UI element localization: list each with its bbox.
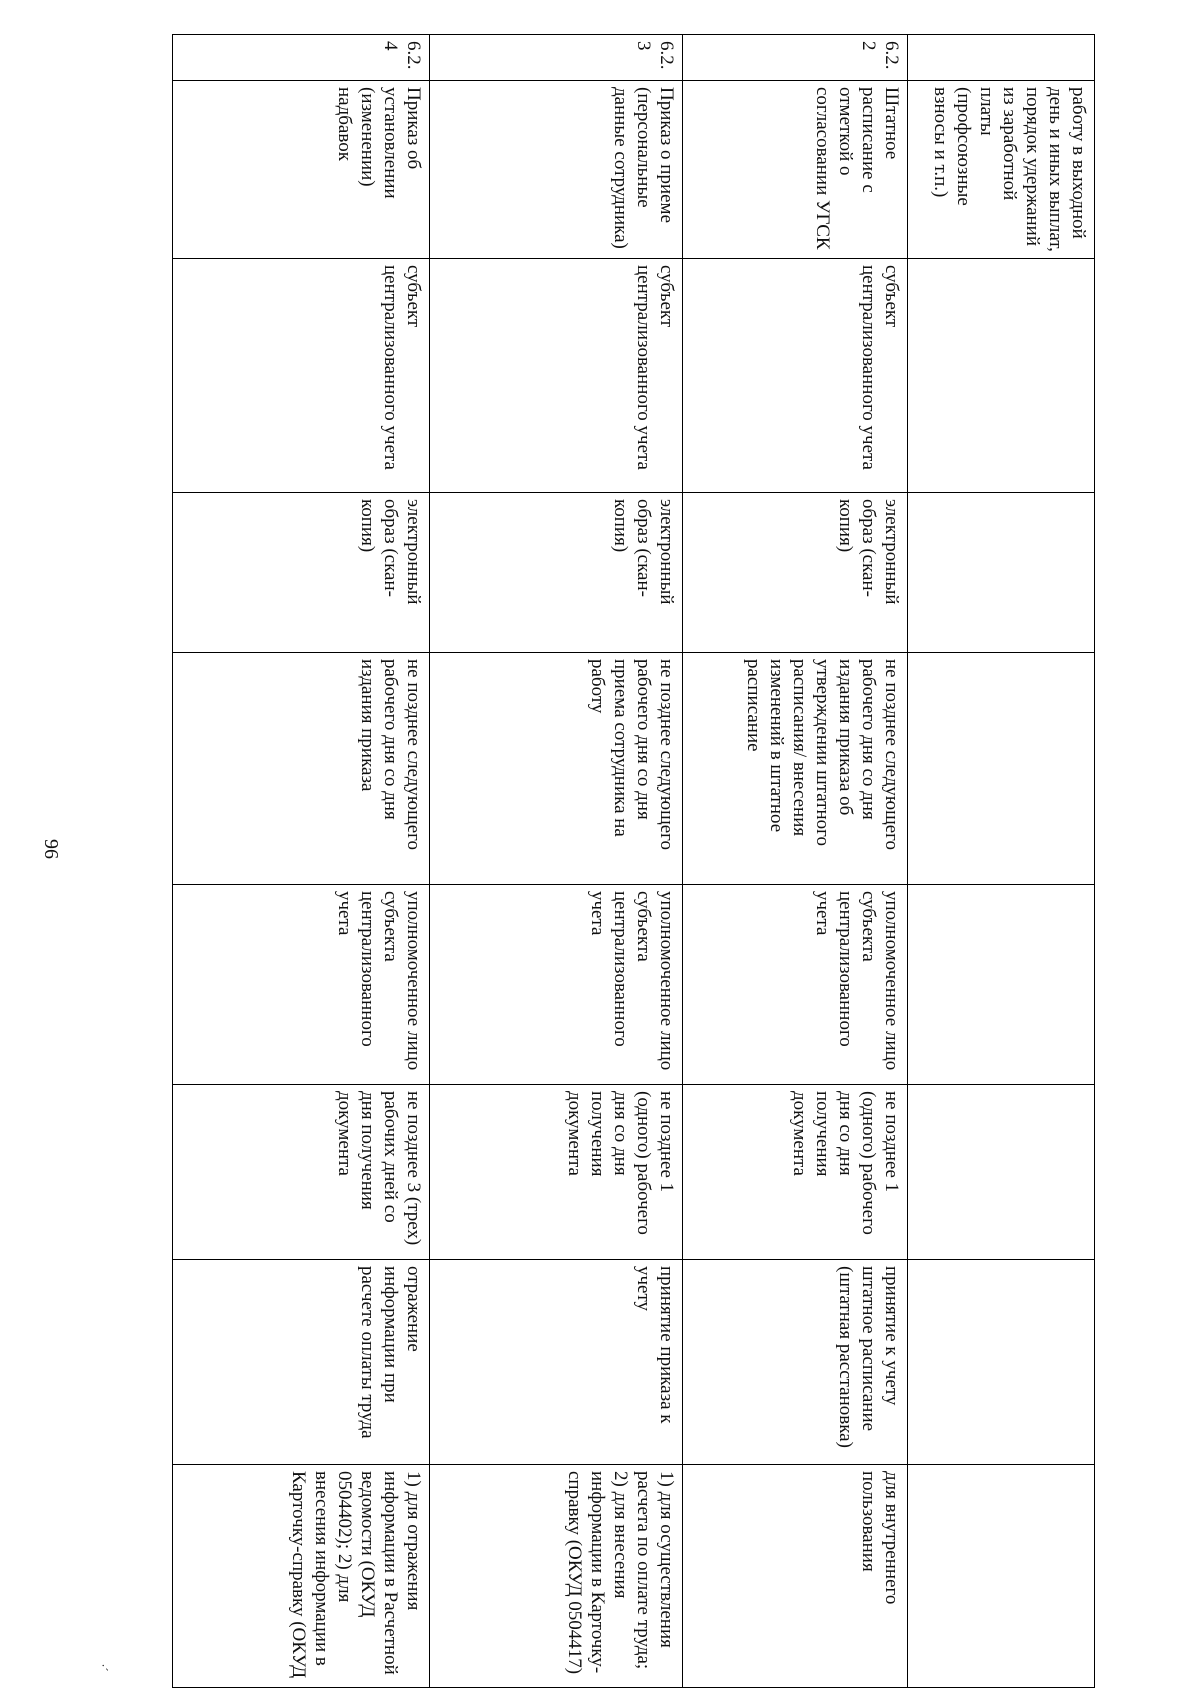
recipient-cell: уполномоченное лицо субъекта централизованного учета bbox=[683, 885, 908, 1085]
purpose-cell: 1) для отражения информации в Расчетной ведомости (ОКУД 0504402); 2) для внесения информации в Карточку-справку (ОКУД bbox=[173, 1465, 430, 1688]
purpose-cell: для внутреннего пользования bbox=[683, 1465, 908, 1688]
document-name-cell: Штатное расписание с отметкой о согласовании УГСК bbox=[683, 81, 908, 259]
submission-deadline-cell: не позднее следующего рабочего дня со дня приема сотрудника на работу bbox=[429, 653, 683, 885]
action-cell: принятие к учету штатное расписание (штатная расстановка) bbox=[683, 1260, 908, 1465]
document-format-cell: электронный образ (скан-копия) bbox=[429, 493, 683, 653]
document-format-cell: электронный образ (скан-копия) bbox=[683, 493, 908, 653]
submission-deadline-cell bbox=[908, 653, 1095, 885]
processing-deadline-cell bbox=[908, 1085, 1095, 1260]
purpose-cell: 1) для осуществления расчета по оплате труда; 2) для внесения информации в Карточку-справку (ОКУД 0504417) bbox=[429, 1465, 683, 1688]
responsible-party-cell: субъект централизованного учета bbox=[683, 259, 908, 493]
row-number-cell: 6.2.4 bbox=[173, 35, 430, 81]
document-format-cell bbox=[908, 493, 1095, 653]
processing-deadline-cell: не позднее 3 (трех) рабочих дней со дня получения документа bbox=[173, 1085, 430, 1260]
document-name-cell: Приказ об установлении (изменении) надбавок bbox=[173, 81, 430, 259]
recipient-cell: уполномоченное лицо субъекта централизованного учета bbox=[429, 885, 683, 1085]
document-table bbox=[172, 34, 1095, 1688]
responsible-party-cell: субъект централизованного учета bbox=[429, 259, 683, 493]
scan-mark: ·´ bbox=[96, 1663, 111, 1672]
action-cell: отражение информации при расчете оплаты труда bbox=[173, 1260, 430, 1465]
page-number: 96 bbox=[40, 839, 62, 859]
document-name-cell: Приказ о приеме (персональные данные сотрудника) bbox=[429, 81, 683, 259]
processing-deadline-cell: не позднее 1 (одного) рабочего дня со дня получения документа bbox=[683, 1085, 908, 1260]
processing-deadline-cell: не позднее 1 (одного) рабочего дня со дня получения документа bbox=[429, 1085, 683, 1260]
action-cell: принятие приказа к учету bbox=[429, 1260, 683, 1465]
recipient-cell bbox=[908, 885, 1095, 1085]
submission-deadline-cell: не позднее следующего рабочего дня со дня издания приказа об утверждении штатного расписания/ внесения изменений в штатное расписание bbox=[683, 653, 908, 885]
document-format-cell: электронный образ (скан-копия) bbox=[173, 493, 430, 653]
responsible-party-cell bbox=[908, 259, 1095, 493]
table-row bbox=[908, 35, 1095, 1688]
row-number-cell bbox=[908, 35, 1095, 81]
table-row bbox=[429, 35, 683, 1688]
submission-deadline-cell: не позднее следующего рабочего дня со дня издания приказа bbox=[173, 653, 430, 885]
recipient-cell: уполномоченное лицо субъекта централизованного учета bbox=[173, 885, 430, 1085]
responsible-party-cell: субъект централизованного учета bbox=[173, 259, 430, 493]
row-number-cell: 6.2.2 bbox=[683, 35, 908, 81]
purpose-cell bbox=[908, 1465, 1095, 1688]
table-row bbox=[683, 35, 908, 1688]
action-cell bbox=[908, 1260, 1095, 1465]
document-table-rotated bbox=[172, 34, 1095, 1687]
table-row bbox=[173, 35, 430, 1688]
document-name-cell: работу в выходной день и иных выплат, порядок удержаний из заработной платы (профсоюзные взносы и т.п.) bbox=[908, 81, 1095, 259]
row-number-cell: 6.2.3 bbox=[429, 35, 683, 81]
